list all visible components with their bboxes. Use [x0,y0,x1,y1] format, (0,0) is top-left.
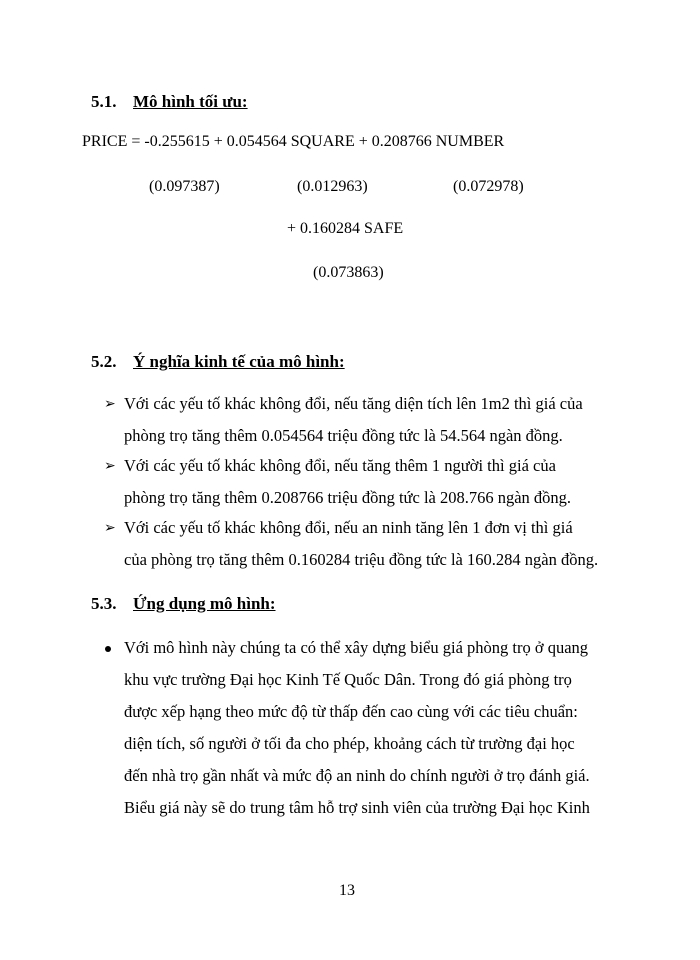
std-error-number: (0.072978) [453,178,524,195]
section-number: 5.2. [91,352,117,371]
meaning-item-2-line-2: phòng trọ tăng thêm 0.208766 triệu đồng tức là 208.766 ngàn đồng. [124,488,572,507]
application-line-2: khu vực trường Đại học Kinh Tế Quốc Dân. Trong đó giá phòng trọ [124,670,572,689]
section-heading-5-3 [91,594,351,616]
section-number: 5.1. [91,92,117,111]
page-number: 13 [339,882,355,899]
section-title: Mô hình tối ưu: [133,92,248,111]
meaning-item-1-line-1: Với các yếu tố khác không đổi, nếu tăng diện tích lên 1m2 thì giá của [124,394,583,413]
meaning-item-3-line-2: của phòng trọ tăng thêm 0.160284 triệu đồng tức là 160.284 ngàn đồng. [124,550,599,569]
application-line-1: Với mô hình này chúng ta có thể xây dựng biểu giá phòng trọ ở quang [124,638,589,657]
std-error-safe: (0.073863) [313,264,384,281]
section-title: Ứng dụng mô hình: [133,594,276,613]
section-number: 5.3. [91,594,117,613]
section-heading-5-1 [91,92,391,114]
arrow-bullet-icon: ➢ [104,521,116,536]
meaning-item-1-line-2: phòng trọ tăng thêm 0.054564 triệu đồng tức là 54.564 ngàn đồng. [124,426,563,445]
equation-line-1: PRICE = -0.255615 + 0.054564 SQUARE + 0.208766 NUMBER [82,133,505,150]
std-error-square: (0.012963) [297,178,368,195]
application-line-4: diện tích, số người ở tối đa cho phép, khoảng cách từ trường đại học [124,734,575,753]
arrow-bullet-icon: ➢ [104,459,116,474]
application-line-5: đến nhà trọ gần nhất và mức độ an ninh do chính người ở trọ đánh giá. [124,766,590,785]
section-title: Ý nghĩa kinh tế của mô hình: [133,352,345,371]
meaning-item-2-line-1: Với các yếu tố khác không đổi, nếu tăng thêm 1 người thì giá của [124,456,556,475]
section-heading-5-2 [91,352,411,374]
arrow-bullet-icon: ➢ [104,397,116,412]
application-line-6: Biểu giá này sẽ do trung tâm hỗ trợ sinh viên của trường Đại học Kinh [124,798,590,817]
round-bullet-icon [105,646,111,652]
equation-line-2: + 0.160284 SAFE [287,220,404,237]
application-line-3: được xếp hạng theo mức độ từ thấp đến cao cùng với các tiêu chuẩn: [124,702,578,721]
std-error-constant: (0.097387) [149,178,220,195]
meaning-item-3-line-1: Với các yếu tố khác không đổi, nếu an ninh tăng lên 1 đơn vị thì giá [124,518,573,537]
